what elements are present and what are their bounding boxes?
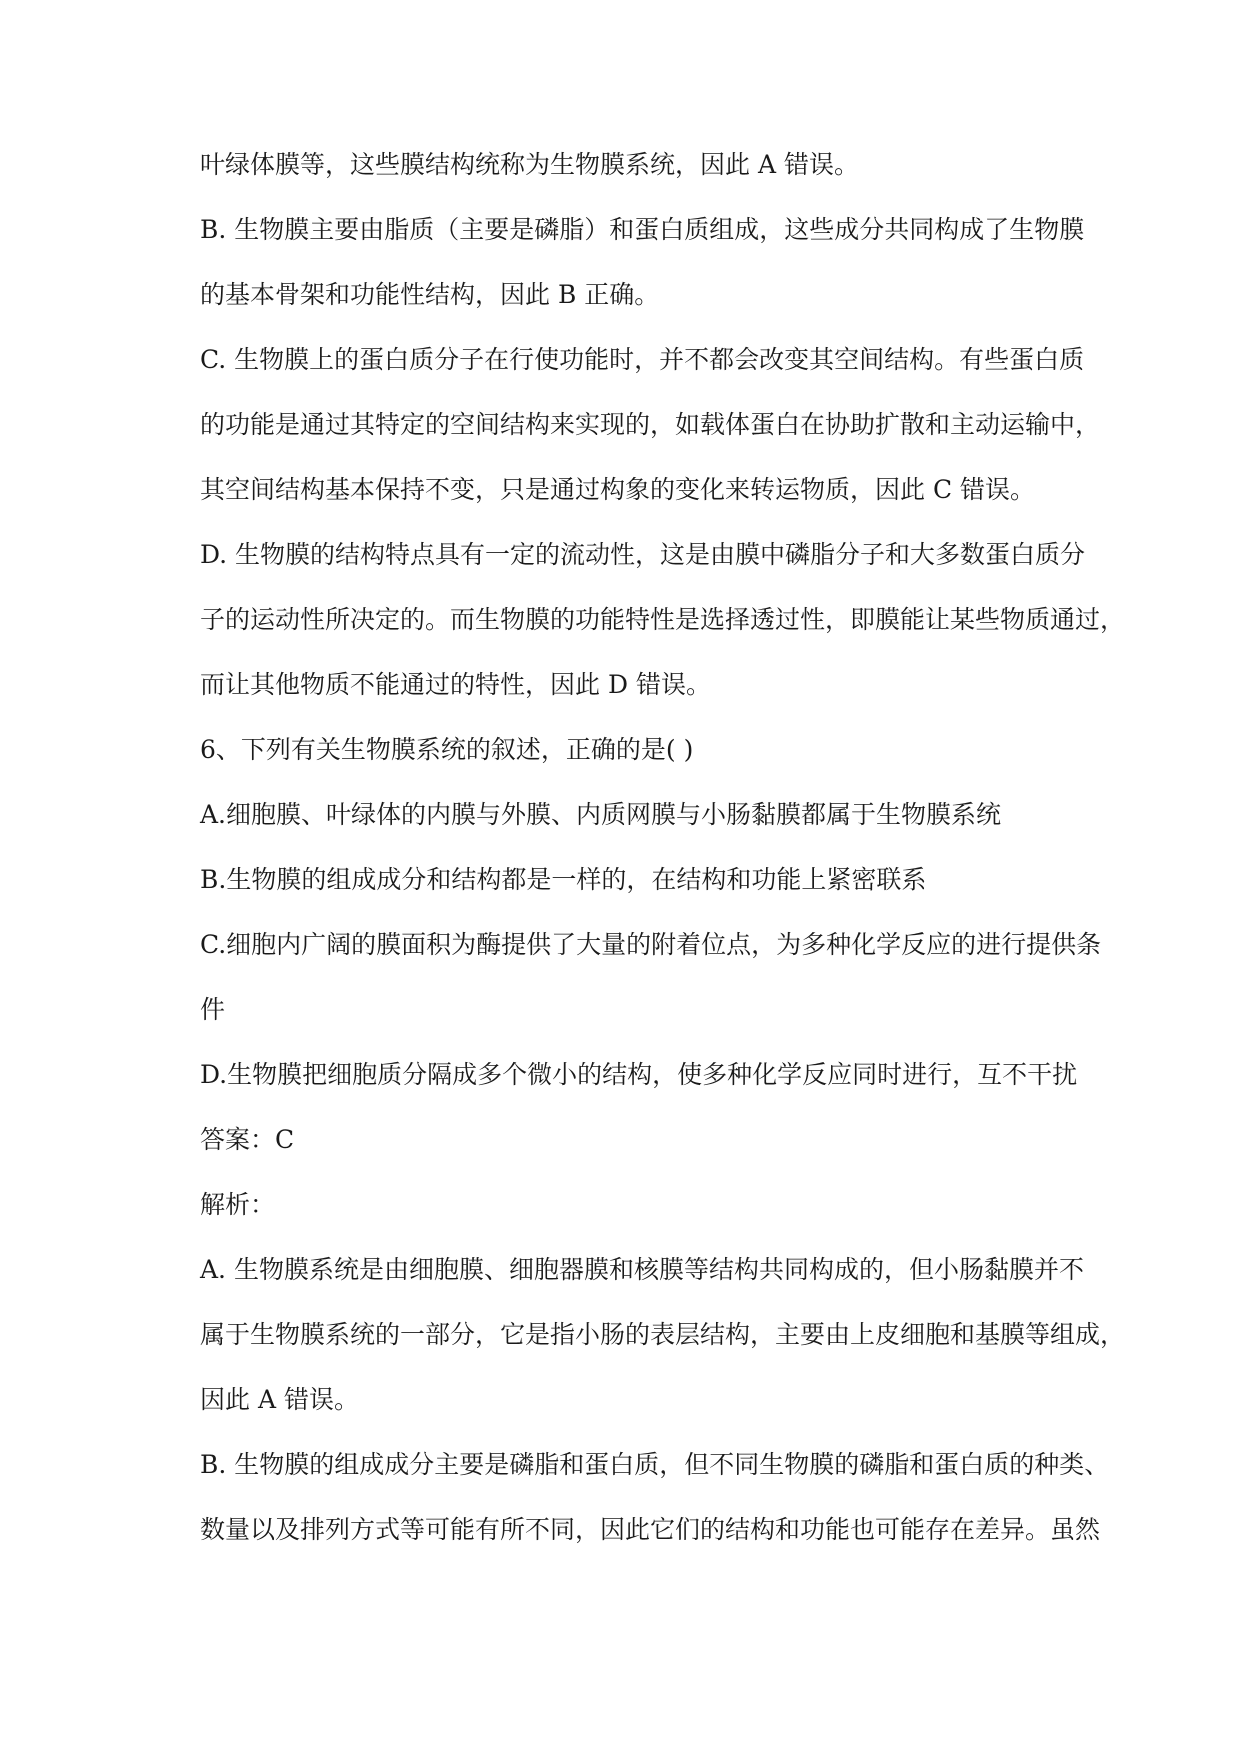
text-line: 数量以及排列方式等可能有所不同，因此它们的结构和功能也可能存在差异。虽然	[200, 1515, 1101, 1544]
text-line: D. 生物膜的结构特点具有一定的流动性，这是由膜中磷脂分子和大多数蛋白质分	[200, 540, 1086, 569]
text-line: 而让其他物质不能通过的特性，因此 D 错误。	[200, 670, 711, 699]
text-line: 的功能是通过其特定的空间结构来实现的，如载体蛋白在协助扩散和主动运输中，	[200, 410, 1101, 439]
option-a: A.细胞膜、叶绿体的内膜与外膜、内质网膜与小肠黏膜都属于生物膜系统	[200, 800, 1002, 829]
text-line: 的基本骨架和功能性结构，因此 B 正确。	[200, 280, 660, 309]
text-line: 其空间结构基本保持不变，只是通过构象的变化来转运物质，因此 C 错误。	[200, 475, 1036, 504]
option-c-continued: 件	[200, 995, 226, 1024]
option-b: B.生物膜的组成成分和结构都是一样的，在结构和功能上紧密联系	[200, 865, 927, 894]
text-line: 属于生物膜系统的一部分，它是指小肠的表层结构，主要由上皮细胞和基膜等组成，	[200, 1320, 1126, 1349]
text-line: C. 生物膜上的蛋白质分子在行使功能时，并不都会改变其空间结构。有些蛋白质	[200, 345, 1085, 374]
text-line: A. 生物膜系统是由细胞膜、细胞器膜和核膜等结构共同构成的，但小肠黏膜并不	[200, 1255, 1084, 1284]
option-c: C.细胞内广阔的膜面积为酶提供了大量的附着位点，为多种化学反应的进行提供条	[200, 930, 1102, 959]
question-heading: 6、下列有关生物膜系统的叙述，正确的是( )	[200, 735, 694, 764]
text-line: 因此 A 错误。	[200, 1385, 359, 1414]
text-line: 子的运动性所决定的。而生物膜的功能特性是选择透过性，即膜能让某些物质通过，	[200, 605, 1126, 634]
answer-line: 答案：C	[200, 1125, 295, 1154]
analysis-heading: 解析：	[200, 1190, 276, 1219]
text-line: B. 生物膜主要由脂质（主要是磷脂）和蛋白质组成，这些成分共同构成了生物膜	[200, 215, 1085, 244]
option-d: D.生物膜把细胞质分隔成多个微小的结构，使多种化学反应同时进行，互不干扰	[200, 1060, 1078, 1089]
text-line: B. 生物膜的组成成分主要是磷脂和蛋白质，但不同生物膜的磷脂和蛋白质的种类、	[200, 1450, 1110, 1479]
text-line: 叶绿体膜等，这些膜结构统称为生物膜系统，因此 A 错误。	[200, 150, 859, 179]
